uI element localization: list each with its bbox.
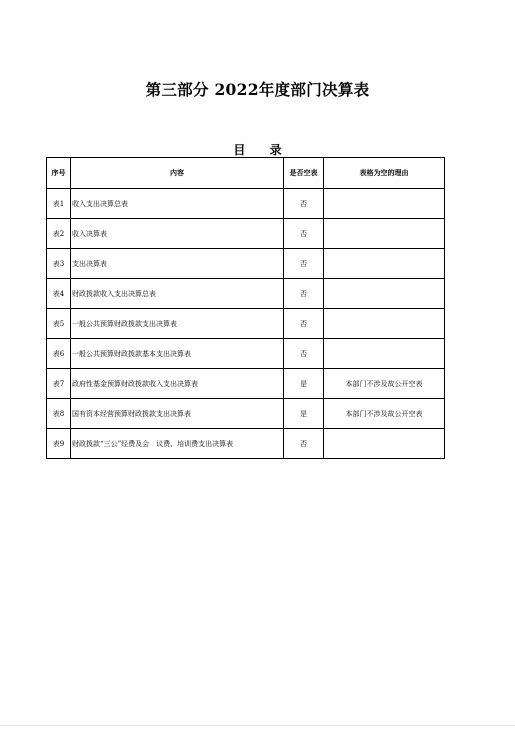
page-bottom-divider: [0, 725, 515, 726]
row-content: 支出决算表: [71, 249, 284, 279]
table-row: [47, 399, 445, 429]
header-is-empty: 是否空表: [284, 158, 324, 189]
row-is-empty: 否: [284, 339, 324, 369]
row-reason: [324, 189, 445, 219]
page-title: 第三部分 2022年度部门决算表: [145, 80, 370, 99]
table-row: [47, 219, 445, 249]
row-index: 表9: [47, 429, 71, 459]
row-index: 表2: [47, 219, 71, 249]
row-is-empty: 是: [284, 369, 324, 399]
row-content: 收入支出决算总表: [71, 189, 284, 219]
table-header-row: [47, 158, 445, 189]
row-reason: [324, 309, 445, 339]
row-content: 一般公共预算财政拨款基本支出决算表: [71, 339, 284, 369]
row-is-empty: 是: [284, 399, 324, 429]
row-is-empty: 否: [284, 249, 324, 279]
row-index: 表4: [47, 279, 71, 309]
row-index: 表7: [47, 369, 71, 399]
table-row: [47, 309, 445, 339]
header-reason: 表格为空的理由: [324, 158, 445, 189]
row-reason: 本部门不涉及故公开空表: [324, 399, 445, 429]
row-is-empty: 否: [284, 429, 324, 459]
table-row: [47, 249, 445, 279]
row-content: 一般公共预算财政拨款支出决算表: [71, 309, 284, 339]
row-reason: 本部门不涉及故公开空表: [324, 369, 445, 399]
toc-heading: 目 录: [233, 143, 292, 157]
row-reason: [324, 249, 445, 279]
toc-table: [46, 157, 445, 459]
row-content: 政府性基金预算财政拨款收入支出决算表: [71, 369, 284, 399]
row-content: 财政拨款收入支出决算总表: [71, 279, 284, 309]
row-reason: [324, 429, 445, 459]
table-row: [47, 339, 445, 369]
row-content: 收入决算表: [71, 219, 284, 249]
table-row: [47, 279, 445, 309]
table-row: [47, 429, 445, 459]
row-reason: [324, 279, 445, 309]
row-index: 表8: [47, 399, 71, 429]
row-reason: [324, 339, 445, 369]
row-index: 表3: [47, 249, 71, 279]
row-content: 国有资本经营预算财政拨款支出决算表: [71, 399, 284, 429]
row-is-empty: 否: [284, 219, 324, 249]
row-content: 财政拨款“三公”经费及会 议费、培训费支出决算表: [71, 429, 284, 459]
row-is-empty: 否: [284, 279, 324, 309]
row-index: 表5: [47, 309, 71, 339]
row-reason: [324, 219, 445, 249]
row-index: 表6: [47, 339, 71, 369]
header-index: 序号: [47, 158, 71, 189]
table-row: [47, 189, 445, 219]
row-is-empty: 否: [284, 309, 324, 339]
row-index: 表1: [47, 189, 71, 219]
header-content: 内容: [71, 158, 284, 189]
table-row: [47, 369, 445, 399]
row-is-empty: 否: [284, 189, 324, 219]
